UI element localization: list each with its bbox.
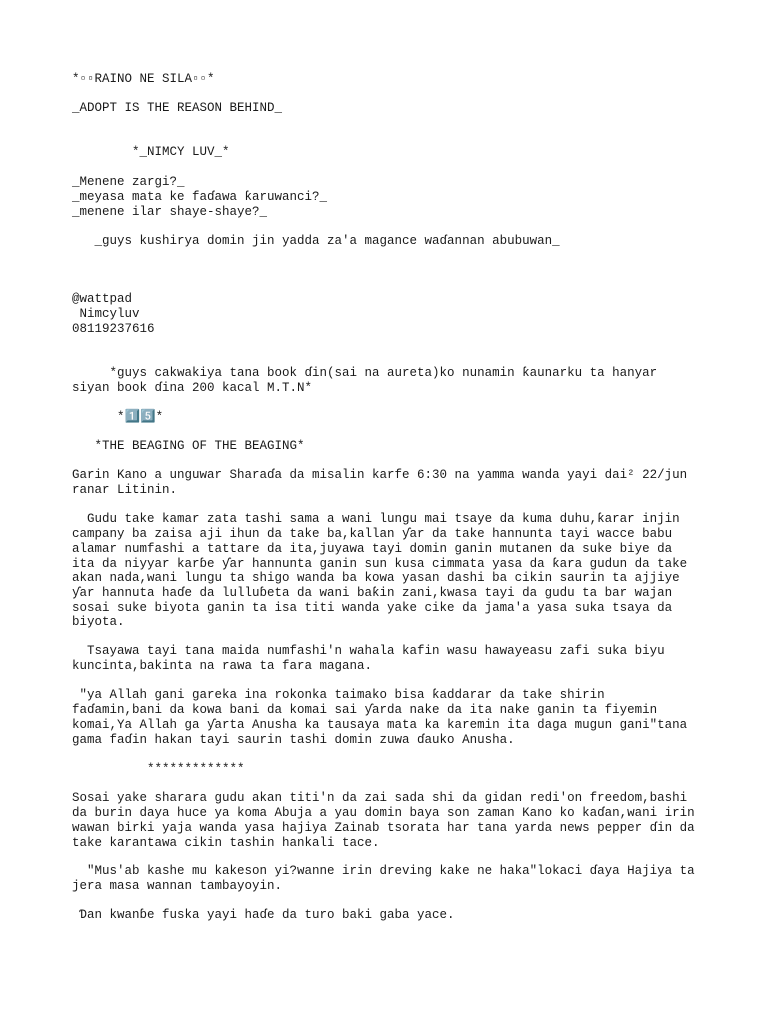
- paragraph-line: Gudu take kamar zata tashi sama a wani lungu mai tsaye da kuma duhu,ƙarar injin: [72, 512, 680, 526]
- question-line: _menene ilar shaye-shaye?_: [72, 205, 268, 219]
- author-line: *_NIMCY LUV_*: [72, 145, 230, 159]
- paragraph-line: komai,Ya Allah ga ƴarta Anusha ka tausaya mata ka karemin ita daga mugun gani"tana: [72, 718, 688, 732]
- scene-separator: *************: [72, 762, 245, 776]
- paragraph-line: akan nada,wani lungu ta shigo wanda ba kowa yasan dashi ba cikin saurin ta ajjiye: [72, 571, 680, 585]
- paragraph-line: campany ba zaisa aji ihun da take ba,kallan ƴar da take hannunta tayi wacce babu: [72, 527, 673, 541]
- chapter-marker: *1️⃣5️⃣*: [72, 410, 164, 424]
- notice-line: *guys cakwakiya tana book ɗin(sai na aureta)ko nunamin ƙaunarku ta hanyar: [72, 366, 658, 380]
- paragraph-line: jera masa wannan tambayoyin.: [72, 879, 283, 893]
- paragraph-line: faɗamin,bani da kowa bani da komai sai ƴarda nake da ita nake ganin ta fiyemin: [72, 703, 658, 717]
- paragraph-line: kuncinta,bakinta na rawa ta fara magana.: [72, 659, 373, 673]
- paragraph-line: wawan birki yaja wanda yasa hajiya Zainab tsorata har tana yarda news pepper ɗin da: [72, 821, 695, 835]
- paragraph-line: ƴar hannuta haɗe da lulluɓeta da wani baƙin zani,kwasa tayi da gudu ta bar wajan: [72, 586, 673, 600]
- question-line: _meyasa mata ke faɗawa ƙaruwanci?_: [72, 190, 328, 204]
- paragraph-line: Sosai yake sharara gudu akan titi'n da zai sada shi da gidan redi'on freedom,bashi: [72, 791, 688, 805]
- paragraph-line: Ɗan kwanɓe fuska yayi haɗe da turo baki gaba yace.: [72, 908, 455, 922]
- paragraph-line: alamar numfashi a tattare da ita,juyawa tayi domin ganin mutanen da suke biye da: [72, 542, 673, 556]
- paragraph-line: ranar Litinin.: [72, 483, 178, 497]
- contact-phone: 08119237616: [72, 322, 155, 336]
- paragraph-line: gama faɗin hakan tayi saurin tashi domin zuwa ɗauko Anusha.: [72, 733, 515, 747]
- paragraph-line: sosai suke biyota ganin ta isa titi wanda yake cike da jama'a yasa suka tsaya da: [72, 601, 673, 615]
- paragraph-line: take karantawa cikin tashin hankali tace.: [72, 836, 380, 850]
- paragraph-line: "Mus'ab kashe mu kakeson yi?wanne irin dreving kake ne haka"lokaci ɗaya Hajiya ta: [72, 864, 695, 878]
- contact-platform: @wattpad: [72, 292, 133, 306]
- notice-line: siyan book ɗina 200 kacal M.T.N*: [72, 381, 313, 395]
- paragraph-line: biyota.: [72, 615, 125, 629]
- paragraph-line: Garin Kano a unguwar Sharaɗa da misalin karfe 6:30 na yamma wanda yayi dai² 22/jun: [72, 468, 688, 482]
- paragraph-line: Tsayawa tayi tana maida numfashi'n wahala kafin wasu hawayeasu zafi suka biyu: [72, 644, 665, 658]
- dedication-line: _guys kushirya domin jin yadda za'a magance waɗannan abubuwan_: [72, 234, 560, 248]
- paragraph-line: "ya Allah gani gareka ina rokonka taimako bisa ƙaddarar da take shirin: [72, 688, 605, 702]
- paragraph-line: ita da niyyar karɓe ƴar hannunta ganin sun kusa cimmata yasa da ƙara gudun da take: [72, 557, 688, 571]
- story-title: *▫▫RAINO NE SILA▫▫*: [72, 72, 215, 86]
- paragraph-line: da burin daya huce ya koma Abuja a yau domin baya son zaman Kano ko kaɗan,wani irin: [72, 806, 695, 820]
- contact-username: Nimcyluv: [72, 307, 140, 321]
- chapter-title: *THE BEAGING OF THE BEAGING*: [72, 439, 305, 453]
- story-subtitle: _ADOPT IS THE REASON BEHIND_: [72, 101, 283, 115]
- question-line: _Menene zargi?_: [72, 175, 185, 189]
